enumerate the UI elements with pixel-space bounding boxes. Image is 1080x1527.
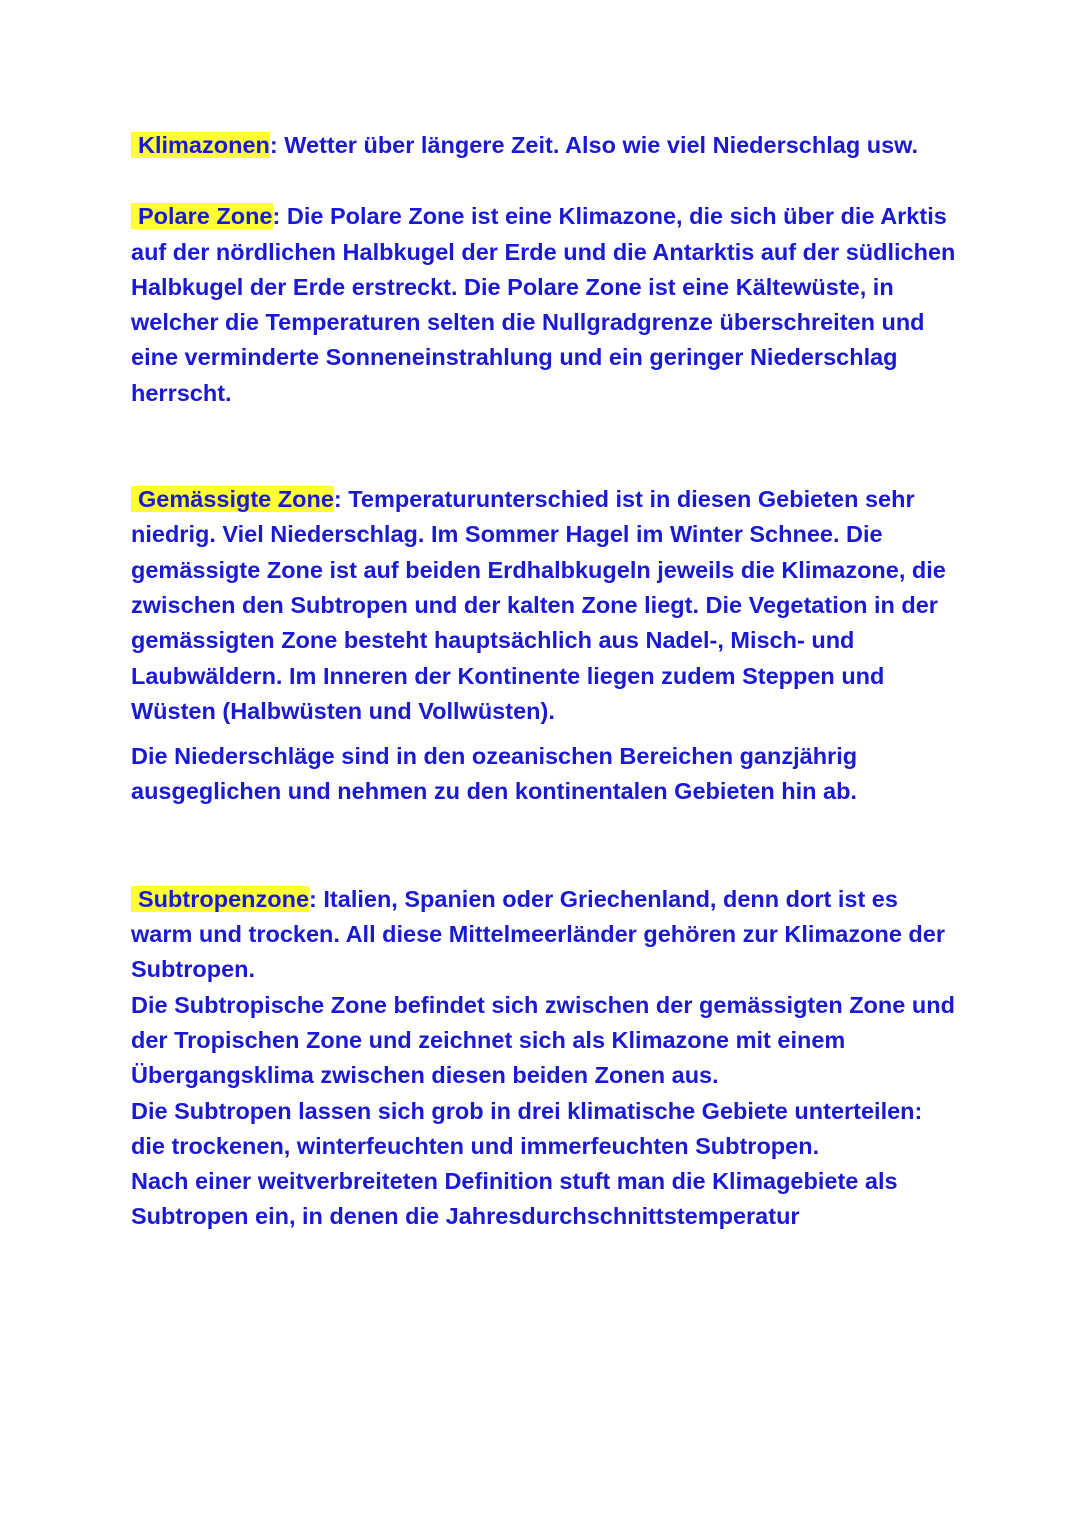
section-gemaessigte-zone: [131, 482, 961, 810]
paragraph: [131, 882, 961, 988]
section-polare-zone: [131, 199, 961, 411]
section-subtropenzone: [131, 882, 961, 1235]
term-highlight: Klimazonen: [131, 132, 270, 158]
paragraph: Die Subtropische Zone befindet sich zwischen der gemässigten Zone und der Tropischen Zone und zeichnet sich als Klimazone mit einem Übergangsklima zwischen diesen beiden Zonen aus.: [131, 991, 955, 1089]
paragraph-text: Temperaturunterschied ist in diesen Gebieten sehr niedrig. Viel Niederschlag. Im Sommer Hagel im Winter Schnee. Die gemässigte Zone ist auf beiden Erdhalbkugeln jeweils die Klimazone, die zwischen den Subtropen und der kalten Zone liegt. Die Vegetation in der gemässigten Zone besteht hauptsächlich aus Nadel-, Misch- und Laubwäldern. Im Inneren der Kontinente liegen zudem Steppen und Wüsten (Halbwüsten und Vollwüsten).: [131, 486, 946, 724]
paragraph: [131, 482, 961, 729]
paragraph: Die Niederschläge sind in den ozeanischen Bereichen ganzjährig ausgeglichen und nehmen zu den kontinentalen Gebieten hin ab.: [131, 743, 858, 805]
term-separator: :: [309, 885, 317, 912]
paragraph-text: Die Polare Zone ist eine Klimazone, die sich über die Arktis auf der nördlichen Halbkugel der Erde und die Antarktis auf der südlichen Halbkugel der Erde erstreckt. Die Polare Zone ist eine Kältewüste, in welcher die Temperaturen selten die Nullgradgrenze überschreiten und eine verminderte Sonneneinstrahlung und ein geringer Niederschlag herrscht.: [131, 203, 956, 406]
paragraph: Die Subtropen lassen sich grob in drei klimatische Gebiete unterteilen: die trockenen, winterfeuchten und immerfeuchten Subtropen.: [131, 1097, 923, 1159]
term-separator: :: [269, 132, 278, 158]
term-highlight: Gemässigte Zone: [131, 486, 334, 512]
section-klimazonen: [131, 128, 961, 163]
term-highlight: Polare Zone: [131, 203, 273, 229]
document-page: [131, 128, 961, 1235]
paragraph: [131, 128, 961, 163]
term-separator: :: [272, 203, 281, 230]
term-highlight: Subtropenzone: [131, 886, 309, 912]
term-separator: :: [333, 486, 342, 513]
paragraph: Nach einer weitverbreiteten Definition stuft man die Klimagebiete als Subtropen ein, in denen die Jahresdurchschnittstemperatur: [131, 1168, 898, 1230]
paragraph-text: Italien, Spanien oder Griechenland, denn dort ist es warm und trocken. All diese Mittelmeerländer gehören zur Klimazone der Subtropen.: [131, 885, 945, 983]
paragraph-text: Wetter über längere Zeit. Also wie viel Niederschlag usw.: [284, 132, 919, 158]
paragraph: [131, 199, 961, 411]
